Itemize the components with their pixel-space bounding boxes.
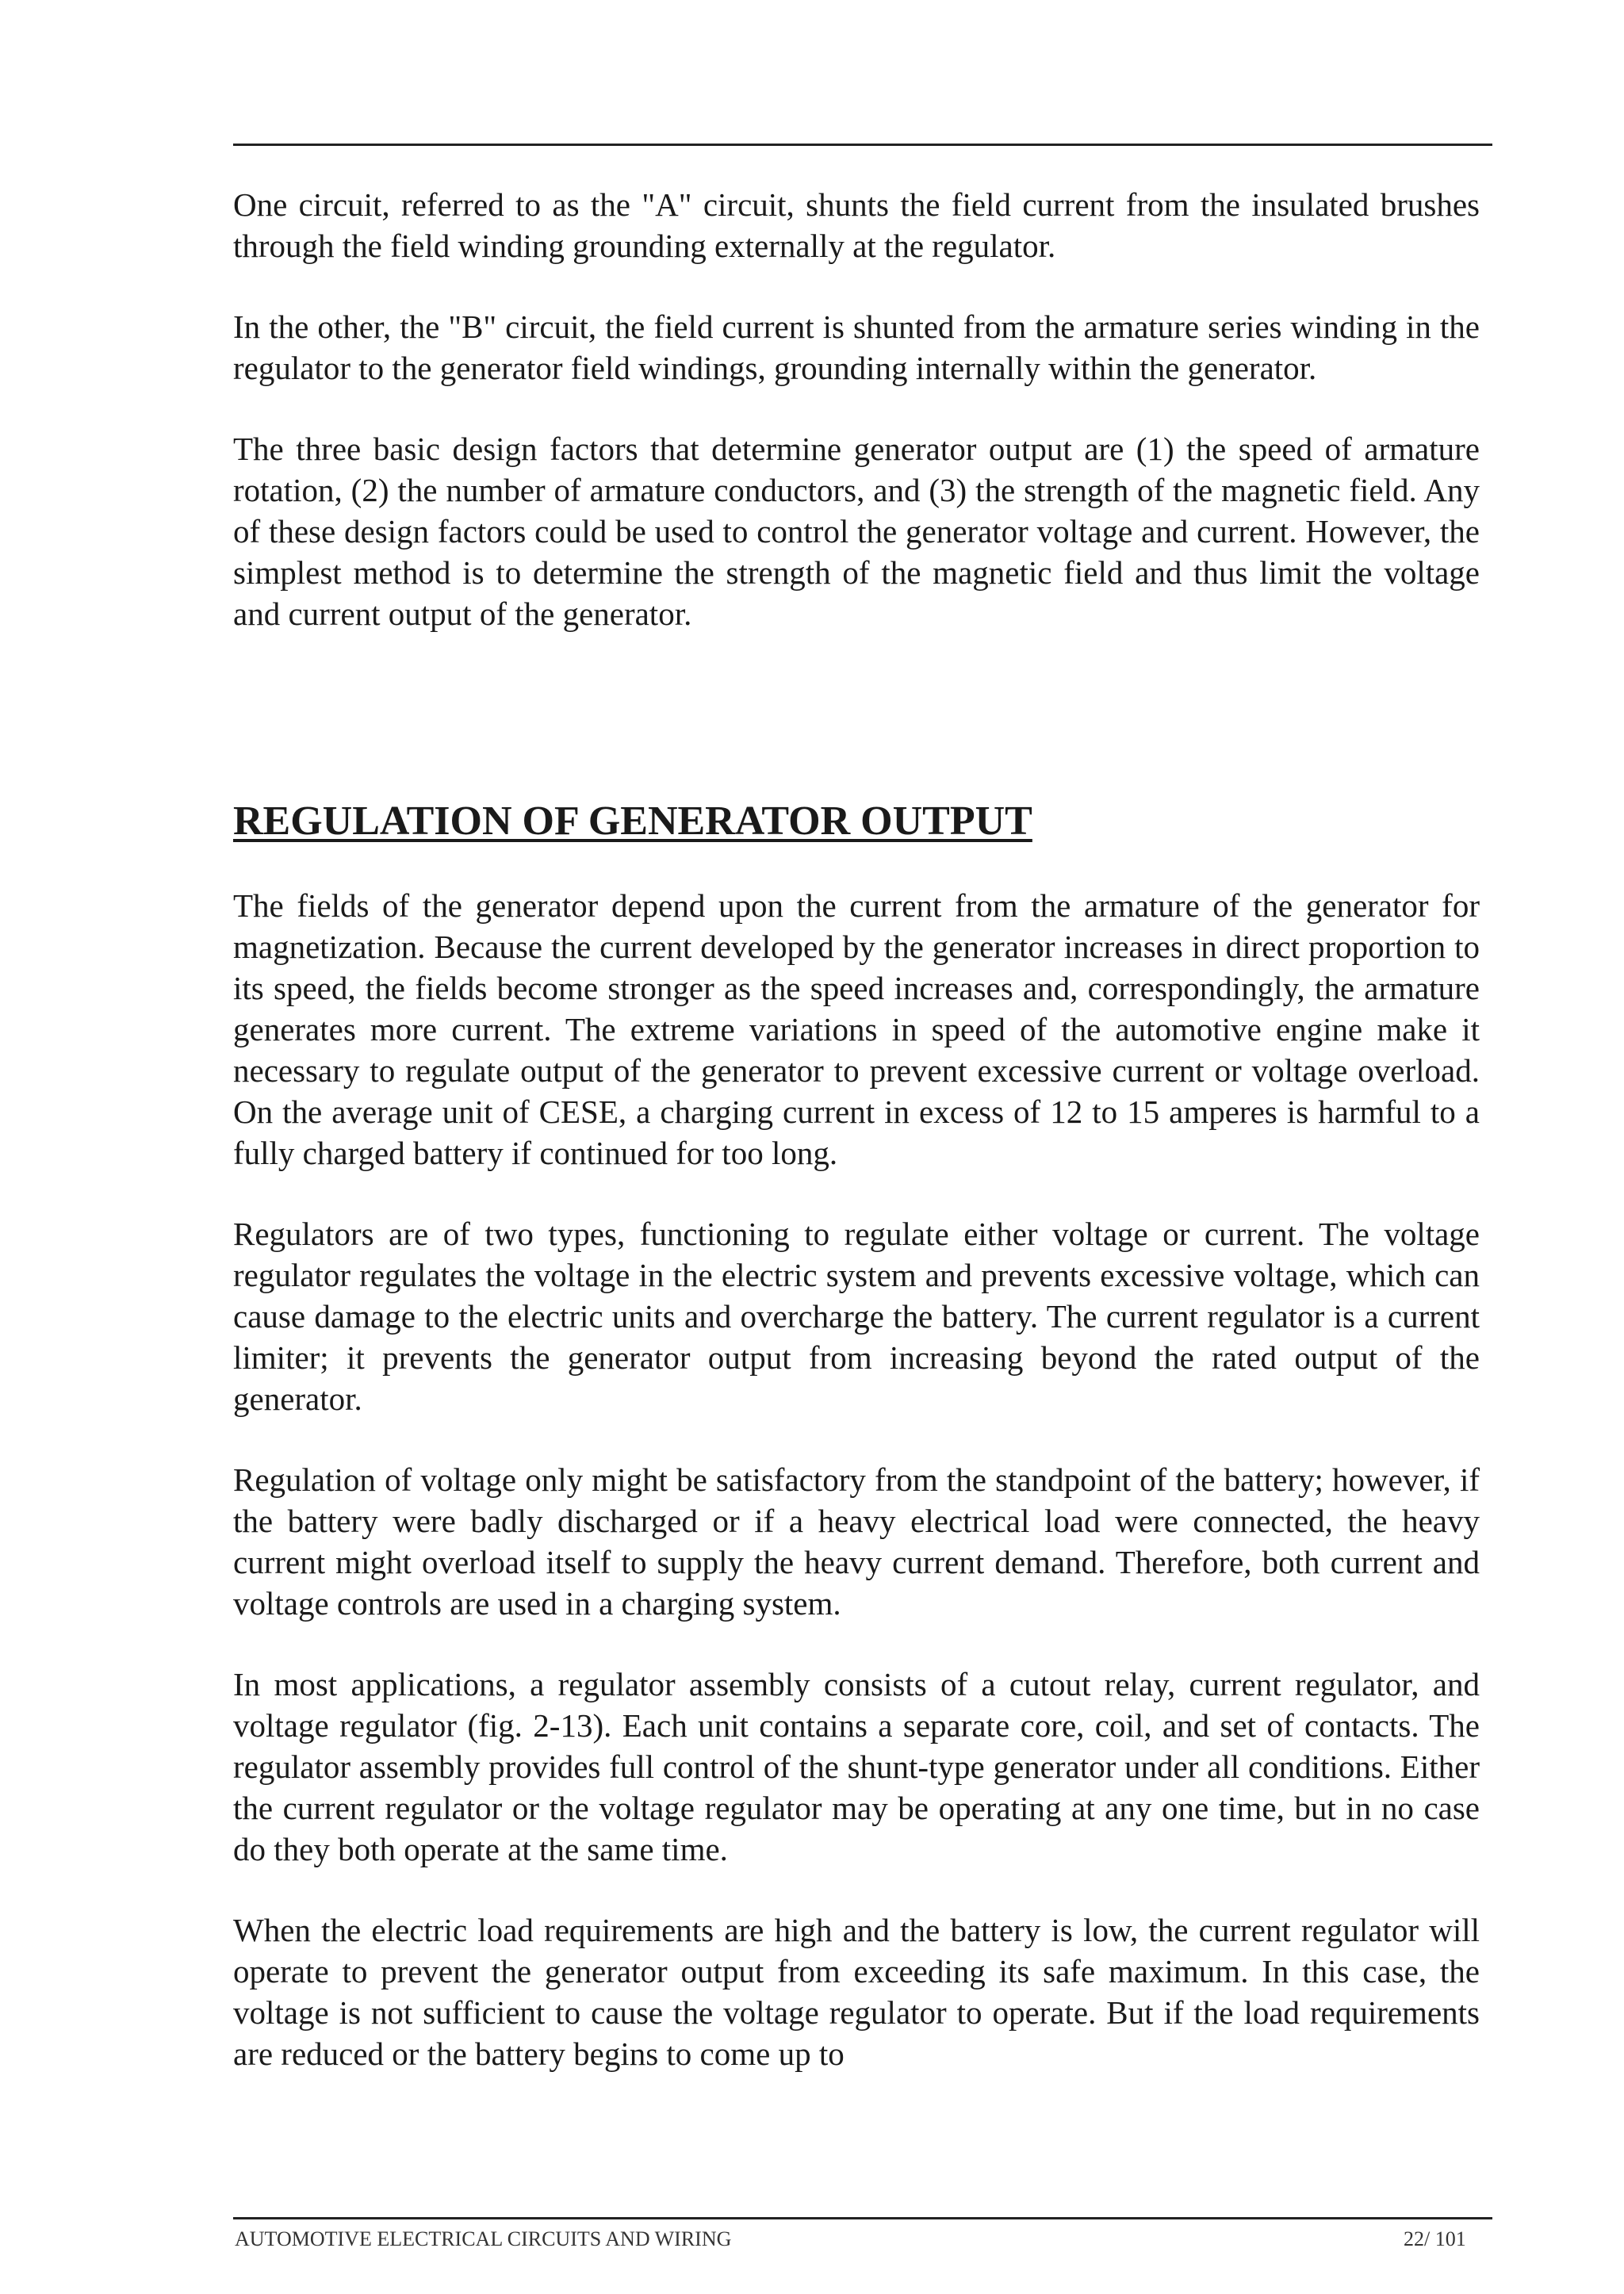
footer-document-title: AUTOMOTIVE ELECTRICAL CIRCUITS AND WIRING xyxy=(235,2227,732,2250)
header-rule xyxy=(233,144,1492,146)
intro-paragraph-3: The three basic design factors that determine generator output are (1) the speed of armature rotation, (2) the number of armature conductors, and (3) the strength of the magnetic field. Any of these design factors could be used to control the generator voltage and current. However, the simplest method is to determine the strength of the magnetic field and thus limit the voltage and current output of the generator. xyxy=(233,431,1480,632)
intro-paragraph-2: In the other, the "B" circuit, the field current is shunted from the armature series winding in the regulator to the generator field windings, grounding internally within the generator. xyxy=(233,308,1480,386)
section-paragraph-2: Regulators are of two types, functioning to regulate either voltage or current. The voltage regulator regulates the voltage in the electric system and prevents excessive voltage, which can cause damage to the electric units and overcharge the battery. The current regulator is a current limiter; it prevents the generator output from increasing beyond the rated output of the generator. xyxy=(233,1216,1480,1417)
page-body xyxy=(233,184,1480,2074)
section-paragraph-4: In most applications, a regulator assembly consists of a cutout relay, current regulator, and voltage regulator (fig. 2-13). Each unit contains a separate core, coil, and set of contacts. The regulator assembly provides full control of the shunt-type generator under all conditions. Either the current regulator or the voltage regulator may be operating at any one time, but in no case do they both operate at the same time. xyxy=(233,1666,1480,1867)
footer-rule xyxy=(233,2217,1492,2219)
section-paragraph-5: When the electric load requirements are high and the battery is low, the current regulator will operate to prevent the generator output from exceeding its safe maximum. In this case, the voltage is not sufficient to cause the voltage regulator to operate. But if the load requirements are reduced or the battery begins to come up to xyxy=(233,1912,1480,2072)
footer-page-number: 22/ 101 xyxy=(1404,2227,1466,2250)
section-paragraph-3: Regulation of voltage only might be satisfactory from the standpoint of the battery; however, if the battery were badly discharged or if a heavy electrical load were connected, the heavy current might overload itself to supply the heavy current demand. Therefore, both current and voltage controls are used in a charging system. xyxy=(233,1461,1480,1622)
section-heading: REGULATION OF GENERATOR OUTPUT xyxy=(233,798,1032,844)
intro-paragraph-1: One circuit, referred to as the "A" circuit, shunts the field current from the insulated brushes through the field winding grounding externally at the regulator. xyxy=(233,186,1480,264)
section-paragraph-1: The fields of the generator depend upon the current from the armature of the generator for magnetization. Because the current developed by the generator increases in direct proportion to its speed, the fields become stronger as the speed increases and, correspondingly, the armature generates more current. The extreme variations in speed of the automotive engine make it necessary to regulate output of the generator to prevent excessive current or voltage overload. On the average unit of CESE, a charging current in excess of 12 to 15 amperes is harmful to a fully charged battery if continued for too long. xyxy=(233,887,1480,1171)
